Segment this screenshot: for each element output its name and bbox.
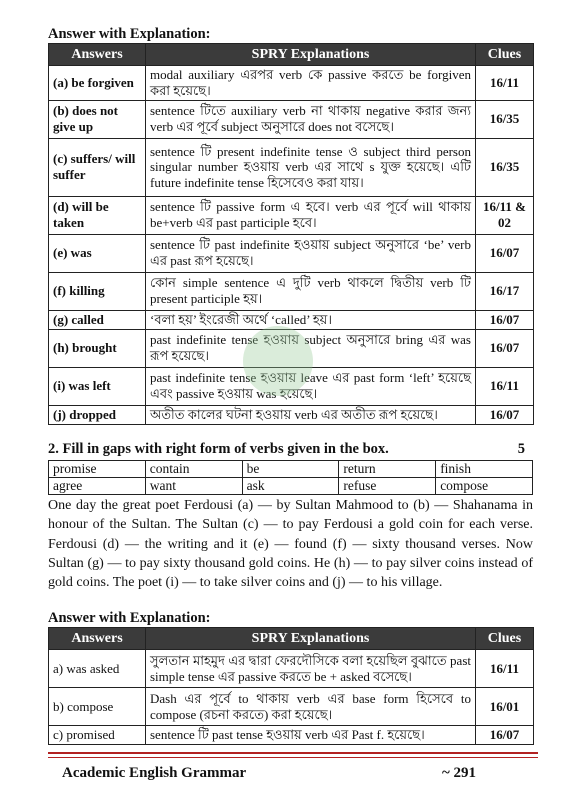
footer-page-number: ~ 291 [442, 765, 477, 781]
explanation-cell: ‘বলা হয়’ ইংরেজী অর্থে ‘called’ হয়। [146, 310, 476, 329]
table-row [49, 234, 534, 272]
answer-cell: (b) does not give up [49, 100, 146, 138]
verb-box-row [49, 478, 533, 495]
explanation-cell: sentence টি present indefinite tense ও subject third person singular number হওয়ায় verb এর সাথে s যুক্ত হয়েছে। এটি future indefinite tense হিসেবেও করা যায়। [146, 138, 476, 196]
answer-cell: (a) be forgiven [49, 66, 146, 101]
answer-cell: (h) brought [49, 329, 146, 367]
table-row [49, 196, 534, 234]
clue-cell: 16/07 [476, 405, 534, 424]
footer-rule-thin [48, 757, 538, 758]
verb-cell: refuse [339, 478, 436, 495]
question-2-text: 2. Fill in gaps with right form of verbs given in the box. [48, 441, 389, 457]
verb-box [48, 460, 533, 495]
header-clues: Clues [476, 628, 534, 650]
explanation-cell: past indefinite tense হওয়ায় subject অনুসারে bring এর was রূপ হয়েছে। [146, 329, 476, 367]
answer-cell: c) promised [49, 726, 146, 745]
explanation-cell: কোন simple sentence এ দুটি verb থাকলে দ্বিতীয় verb টি present participle হয়। [146, 272, 476, 310]
header-answers: Answers [49, 44, 146, 66]
explanation-cell: Dash এর পূর্বে to থাকায় verb এর base form হিসেবে to compose (রচনা করতে) করা হয়েছে। [146, 688, 476, 726]
clue-cell: 16/07 [476, 726, 534, 745]
answer-cell: (g) called [49, 310, 146, 329]
clue-cell: 16/35 [476, 100, 534, 138]
passage-text: One day the great poet Ferdousi (a) — by Sultan Mahmood to (b) — Shahanama in honour of the Sultan. The Sultan (c) — to pay Ferdousi a gold coin for each verse. Ferdousi (d) — the writing and it (e) — found (f) — sixty thousand verses. Now Sultan (g) — to pay sixty thousand gold coins. He (h) — to pay silver coins instead of gold coins. The poet (i) — to take silver coins and (j) — to his village. [48, 498, 533, 591]
verb-cell: finish [436, 461, 533, 478]
header-clues: Clues [476, 44, 534, 66]
table-row [49, 405, 534, 424]
verb-cell: compose [436, 478, 533, 495]
footer-rule-thick [48, 752, 538, 754]
section1-heading: Answer with Explanation: [48, 26, 211, 42]
clue-cell: 16/11 & 02 [476, 196, 534, 234]
answer-cell: a) was asked [49, 650, 146, 688]
explanation-cell: sentence টি past indefinite হওয়ায় subject অনুসারে ‘be’ verb এর past রূপ হয়েছে। [146, 234, 476, 272]
header-explanations: SPRY Explanations [146, 628, 476, 650]
table-row [49, 100, 534, 138]
explanation-cell: অতীত কালের ঘটনা হওয়ায় verb এর অতীত রূপ হয়েছে। [146, 405, 476, 424]
verb-cell: agree [49, 478, 146, 495]
answer-cell: (f) killing [49, 272, 146, 310]
verb-cell: contain [145, 461, 242, 478]
verb-box-row [49, 461, 533, 478]
clue-cell: 16/11 [476, 367, 534, 405]
question-2-marks: 5 [517, 441, 525, 457]
answer-cell: (i) was left [49, 367, 146, 405]
table-row [49, 272, 534, 310]
verb-cell: promise [49, 461, 146, 478]
clue-cell: 16/17 [476, 272, 534, 310]
clue-cell: 16/01 [476, 688, 534, 726]
table-row [49, 138, 534, 196]
clue-cell: 16/35 [476, 138, 534, 196]
header-answers: Answers [49, 628, 146, 650]
verb-cell: ask [242, 478, 339, 495]
table-row [49, 688, 534, 726]
verb-cell: be [242, 461, 339, 478]
explanation-cell: sentence টি past tense হওয়ায় verb এর Past f. হয়েছে। [146, 726, 476, 745]
explanation-cell: সুলতান মাহমুদ এর দ্বারা ফেরদৌসিকে বলা হয়েছিল বুঝাতে past simple tense এর passive করতে be + asked বসেছে। [146, 650, 476, 688]
answer-cell: (d) will be taken [49, 196, 146, 234]
question-2-title [48, 441, 533, 458]
verb-cell: want [145, 478, 242, 495]
explanation-cell: sentence টিতে auxiliary verb না থাকায় negative করার জন্য verb এর পূর্বে subject অনুসারে does not বসেছে। [146, 100, 476, 138]
clue-cell: 16/07 [476, 310, 534, 329]
verb-cell: return [339, 461, 436, 478]
explanation-cell: sentence টি passive form এ হবে। verb এর পূর্বে will থাকায় be+verb এর past participle হবে। [146, 196, 476, 234]
table-row [49, 66, 534, 101]
answer-cell: (j) dropped [49, 405, 146, 424]
explanation-cell: past indefinite tense হওয়ায় leave এর past form ‘left’ হয়েছে এবং passive হওয়ায় was হয়েছে। [146, 367, 476, 405]
table-header-row [49, 628, 534, 650]
table-row [49, 310, 534, 329]
clue-cell: 16/11 [476, 650, 534, 688]
clue-cell: 16/07 [476, 234, 534, 272]
clue-cell: 16/11 [476, 66, 534, 101]
watermark-logo [243, 326, 313, 396]
header-explanations: SPRY Explanations [146, 44, 476, 66]
table-row [49, 726, 534, 745]
answer-cell: (e) was [49, 234, 146, 272]
section2-heading: Answer with Explanation: [48, 610, 211, 626]
clue-cell: 16/07 [476, 329, 534, 367]
explanation-cell: modal auxiliary এরপর verb কে passive করতে be forgiven করা হয়েছে। [146, 66, 476, 101]
answer-cell: (c) suffers/ will suffer [49, 138, 146, 196]
table-header-row [49, 44, 534, 66]
answer-table-2 [48, 627, 534, 745]
table-row [49, 650, 534, 688]
answer-cell: b) compose [49, 688, 146, 726]
footer-book-title: Academic English Grammar [62, 765, 247, 781]
